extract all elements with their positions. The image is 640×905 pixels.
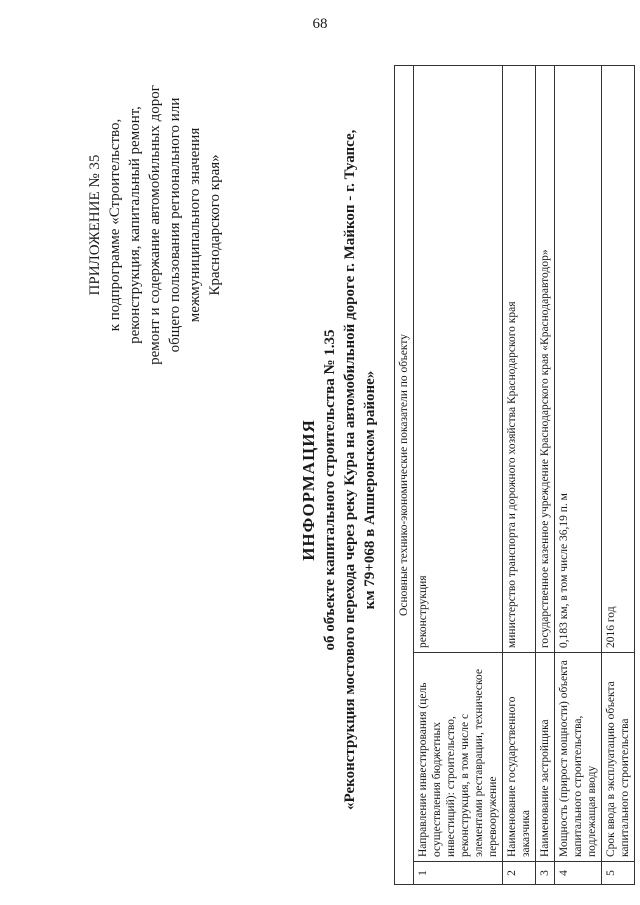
appendix-note — [85, 60, 225, 390]
appendix-line: Краснодарского края» — [207, 154, 223, 296]
row-label: Наименование государственного заказчика — [503, 653, 536, 862]
table-row — [536, 66, 555, 885]
appendix-line: общего пользования регионального или — [167, 97, 183, 353]
row-number: 4 — [555, 862, 602, 885]
table-row — [602, 66, 635, 885]
row-number: 5 — [602, 862, 635, 885]
table-row — [503, 66, 536, 885]
appendix-line: ремонт и содержание автомобильных дорог — [147, 85, 163, 365]
row-value: министерство транспорта и дорожного хозяйства Краснодарского края — [503, 66, 536, 653]
appendix-line: реконструкция, капитальный ремонт, — [127, 106, 143, 344]
title-object-line-2: км 79+068 в Апшеронском районе» — [362, 370, 378, 610]
table-header: Основные технико-экономические показатели по объекту — [395, 66, 414, 885]
table-row — [555, 66, 602, 885]
indicators-table — [394, 65, 635, 885]
row-value: государственное казенное учреждение Краснодарского края «Краснодаравтодор» — [536, 66, 555, 653]
table-row — [414, 66, 503, 885]
appendix-line: ПРИЛОЖЕНИЕ № 35 — [87, 154, 103, 296]
row-label: Направление инвестирования (цель осуществления бюджетных инвестиций): строительство, реконструкция, в том числе с элементами реставрации, техническое перевооружение — [414, 653, 503, 862]
title-subheading: об объекте капитального строительства № 1.35 — [322, 329, 338, 651]
row-number: 2 — [503, 862, 536, 885]
row-label: Наименование застройщика — [536, 653, 555, 862]
appendix-line: к подпрограмме «Строительство, — [107, 118, 123, 332]
table-header-row — [395, 66, 414, 885]
row-number: 3 — [536, 862, 555, 885]
title-object-line-1: «Реконструкция мостового перехода через реку Кура на автомобильной дороге г. Майкоп - г. Туапсе, — [342, 129, 358, 810]
document-title — [298, 129, 380, 810]
page-number: 68 — [312, 16, 328, 32]
row-label: Мощность (прирост мощности) объекта капитального строительства, подлежащая вводу — [555, 653, 602, 862]
appendix-line: межмуниципального значения — [187, 127, 203, 323]
row-number: 1 — [414, 862, 503, 885]
row-value: 2016 год — [602, 66, 635, 653]
title-heading: ИНФОРМАЦИЯ — [299, 419, 318, 561]
row-value: 0,183 км, в том числе 36,19 п. м — [555, 66, 602, 653]
row-label: Срок ввода в эксплуатацию объекта капитального строительства — [602, 653, 635, 862]
row-value: реконструкция — [414, 66, 503, 653]
